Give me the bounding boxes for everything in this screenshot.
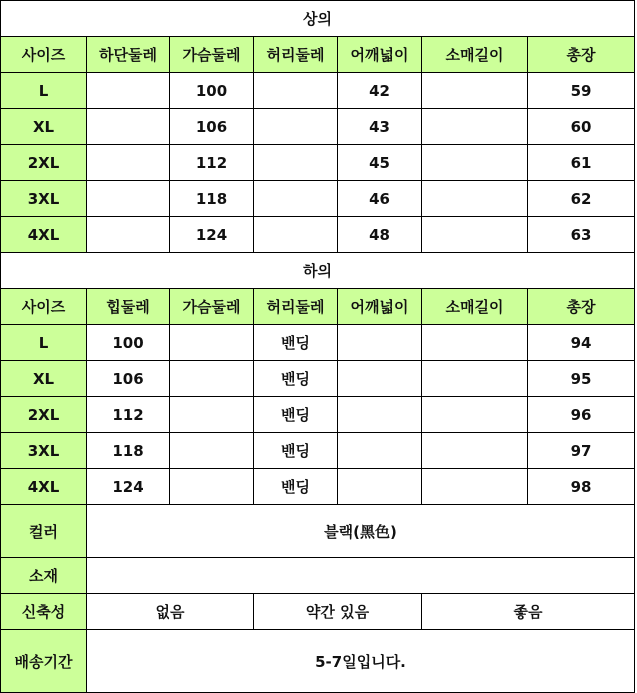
table-cell bbox=[422, 397, 528, 433]
header-cell-waist: 허리둘레 bbox=[254, 37, 338, 73]
bottom-header-row bbox=[1, 289, 635, 325]
table-cell bbox=[422, 361, 528, 397]
delivery-label: 배송기간 bbox=[1, 630, 87, 693]
table-cell bbox=[338, 397, 422, 433]
table-cell: 62 bbox=[528, 181, 635, 217]
table-cell: 100 bbox=[87, 325, 170, 361]
table-cell bbox=[422, 217, 528, 253]
table-cell: 97 bbox=[528, 433, 635, 469]
table-cell bbox=[254, 109, 338, 145]
stretch-label: 신축성 bbox=[1, 594, 87, 630]
top-header-row bbox=[1, 37, 635, 73]
table-cell: 96 bbox=[528, 397, 635, 433]
top-section-title-row bbox=[1, 1, 635, 37]
size-label-cell: 4XL bbox=[1, 469, 87, 505]
table-cell bbox=[87, 145, 170, 181]
size-label-cell: XL bbox=[1, 361, 87, 397]
header-cell-shoulder: 어깨넓이 bbox=[338, 289, 422, 325]
table-cell bbox=[338, 469, 422, 505]
table-cell: 48 bbox=[338, 217, 422, 253]
top-section-title: 상의 bbox=[1, 1, 635, 37]
table-cell bbox=[338, 433, 422, 469]
header-cell-waist: 허리둘레 bbox=[254, 289, 338, 325]
table-cell bbox=[170, 361, 254, 397]
color-value: 블랙(黑色) bbox=[87, 505, 635, 558]
table-cell bbox=[422, 433, 528, 469]
material-row bbox=[1, 558, 635, 594]
table-cell bbox=[87, 181, 170, 217]
table-cell: 밴딩 bbox=[254, 433, 338, 469]
table-cell bbox=[338, 361, 422, 397]
delivery-value: 5-7일입니다. bbox=[87, 630, 635, 693]
size-label-cell: L bbox=[1, 325, 87, 361]
table-cell bbox=[338, 325, 422, 361]
table-cell: 밴딩 bbox=[254, 397, 338, 433]
stretch-option-none: 없음 bbox=[87, 594, 254, 630]
table-row bbox=[1, 109, 635, 145]
table-cell: 112 bbox=[87, 397, 170, 433]
bottom-section-title-row bbox=[1, 253, 635, 289]
bottom-section-title: 하의 bbox=[1, 253, 635, 289]
table-cell bbox=[87, 73, 170, 109]
size-label-cell: 3XL bbox=[1, 181, 87, 217]
header-cell-length: 총장 bbox=[528, 289, 635, 325]
size-label-cell: 4XL bbox=[1, 217, 87, 253]
color-row bbox=[1, 505, 635, 558]
table-cell bbox=[170, 325, 254, 361]
table-row bbox=[1, 433, 635, 469]
size-label-cell: 3XL bbox=[1, 433, 87, 469]
table-cell: 112 bbox=[170, 145, 254, 181]
table-cell bbox=[422, 469, 528, 505]
table-row bbox=[1, 469, 635, 505]
table-cell bbox=[170, 397, 254, 433]
header-cell-chest: 가슴둘레 bbox=[170, 289, 254, 325]
header-cell-hem-circumference: 하단둘레 bbox=[87, 37, 170, 73]
table-cell: 63 bbox=[528, 217, 635, 253]
table-cell: 43 bbox=[338, 109, 422, 145]
table-cell bbox=[87, 109, 170, 145]
table-row bbox=[1, 73, 635, 109]
material-label: 소재 bbox=[1, 558, 87, 594]
table-cell: 42 bbox=[338, 73, 422, 109]
table-cell bbox=[170, 433, 254, 469]
table-cell bbox=[422, 325, 528, 361]
table-row bbox=[1, 361, 635, 397]
table-cell bbox=[254, 145, 338, 181]
material-value bbox=[87, 558, 635, 594]
header-cell-length: 총장 bbox=[528, 37, 635, 73]
table-cell: 106 bbox=[170, 109, 254, 145]
header-cell-sleeve: 소매길이 bbox=[422, 289, 528, 325]
stretch-option-slight: 약간 있음 bbox=[254, 594, 422, 630]
table-row bbox=[1, 181, 635, 217]
stretch-option-good: 좋음 bbox=[422, 594, 635, 630]
header-cell-size: 사이즈 bbox=[1, 289, 87, 325]
table-cell: 118 bbox=[87, 433, 170, 469]
table-row bbox=[1, 145, 635, 181]
table-cell bbox=[422, 73, 528, 109]
table-cell bbox=[422, 109, 528, 145]
color-label: 컬러 bbox=[1, 505, 87, 558]
table-cell bbox=[254, 217, 338, 253]
table-cell bbox=[422, 181, 528, 217]
table-row bbox=[1, 397, 635, 433]
table-cell: 106 bbox=[87, 361, 170, 397]
header-cell-hip: 힙둘레 bbox=[87, 289, 170, 325]
header-cell-sleeve: 소매길이 bbox=[422, 37, 528, 73]
table-cell bbox=[254, 73, 338, 109]
table-cell: 124 bbox=[87, 469, 170, 505]
size-label-cell: 2XL bbox=[1, 145, 87, 181]
table-cell: 94 bbox=[528, 325, 635, 361]
size-label-cell: 2XL bbox=[1, 397, 87, 433]
delivery-row bbox=[1, 630, 635, 693]
table-cell: 124 bbox=[170, 217, 254, 253]
size-label-cell: L bbox=[1, 73, 87, 109]
table-cell: 61 bbox=[528, 145, 635, 181]
table-cell bbox=[170, 469, 254, 505]
table-cell: 118 bbox=[170, 181, 254, 217]
size-label-cell: XL bbox=[1, 109, 87, 145]
header-cell-chest: 가슴둘레 bbox=[170, 37, 254, 73]
table-cell: 98 bbox=[528, 469, 635, 505]
table-cell: 95 bbox=[528, 361, 635, 397]
stretch-row bbox=[1, 594, 635, 630]
header-cell-shoulder: 어깨넓이 bbox=[338, 37, 422, 73]
table-cell bbox=[422, 145, 528, 181]
table-cell: 45 bbox=[338, 145, 422, 181]
table-cell bbox=[254, 181, 338, 217]
table-cell bbox=[87, 217, 170, 253]
table-row bbox=[1, 325, 635, 361]
table-cell: 밴딩 bbox=[254, 469, 338, 505]
table-cell: 밴딩 bbox=[254, 325, 338, 361]
table-cell: 60 bbox=[528, 109, 635, 145]
table-row bbox=[1, 217, 635, 253]
table-cell: 밴딩 bbox=[254, 361, 338, 397]
table-cell: 100 bbox=[170, 73, 254, 109]
table-cell: 46 bbox=[338, 181, 422, 217]
header-cell-size: 사이즈 bbox=[1, 37, 87, 73]
table-cell: 59 bbox=[528, 73, 635, 109]
